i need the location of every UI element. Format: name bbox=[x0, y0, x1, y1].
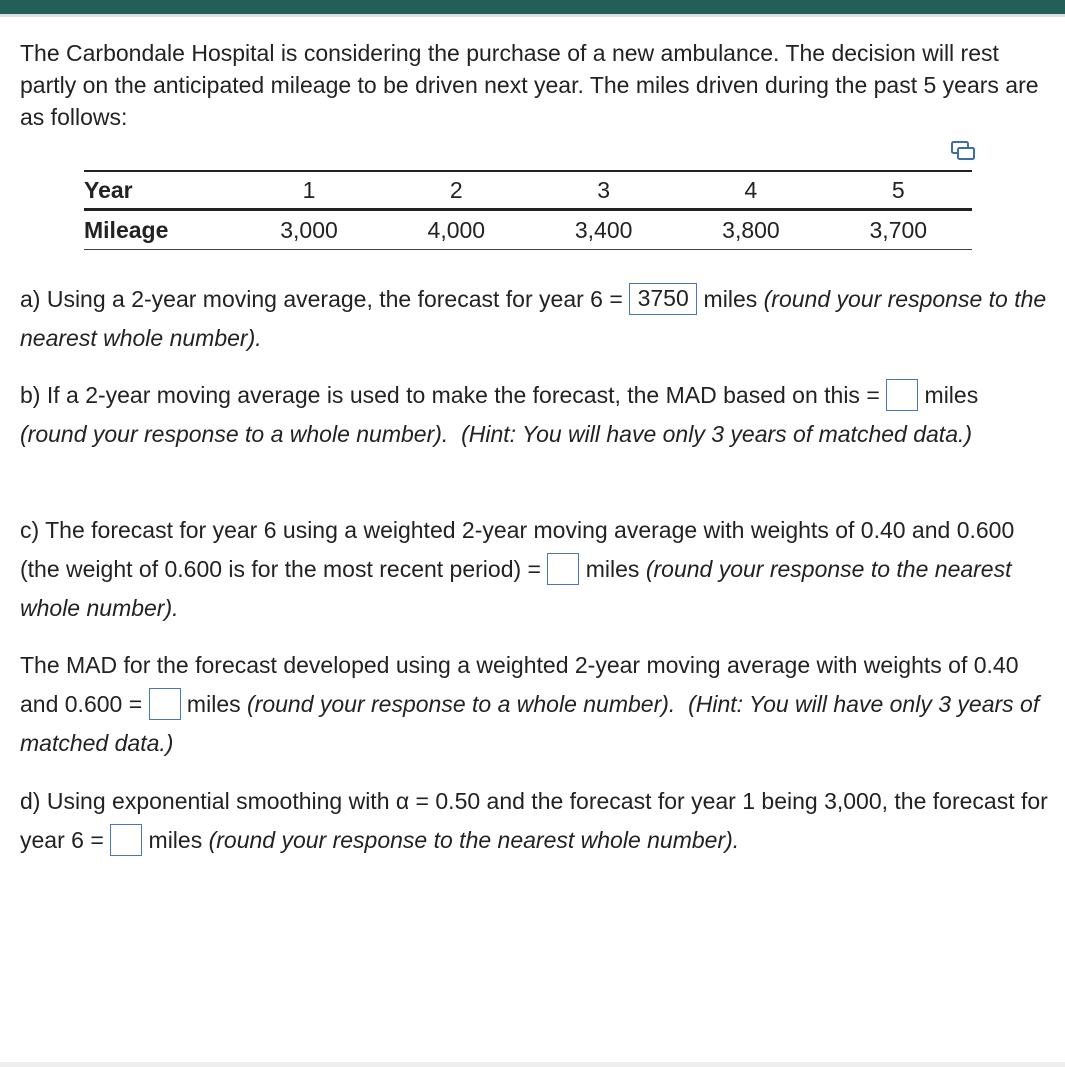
question-c-note: (round your response to the nearest whole number). bbox=[20, 556, 1012, 621]
question-mad-note: (round your response to a whole number). bbox=[247, 691, 676, 717]
question-b bbox=[20, 376, 1050, 454]
question-c bbox=[20, 511, 1050, 628]
row-label-mileage: Mileage bbox=[84, 210, 235, 250]
question-b-unit: miles bbox=[918, 382, 979, 408]
question-mad-text: The MAD for the forecast developed using a weighted 2-year moving average with weights of 0.40 and 0.600 = bbox=[20, 652, 1019, 717]
copy-to-clipboard-icon[interactable] bbox=[950, 140, 976, 162]
question-a-note: (round your response to the nearest whole number). bbox=[20, 286, 1047, 351]
mileage-cell: 3,700 bbox=[825, 210, 972, 250]
question-d-note: (round your response to the nearest whole number). bbox=[208, 827, 740, 853]
mileage-cell: 3,400 bbox=[530, 210, 677, 250]
table-row-year bbox=[84, 171, 972, 210]
answer-mad-input[interactable] bbox=[149, 688, 181, 720]
question-d-text: d) Using exponential smoothing with α = 0.50 and the forecast for year 1 being 3,000, the forecast for year 6 = bbox=[20, 788, 1048, 853]
answer-c-input[interactable] bbox=[547, 553, 579, 585]
question-a-text: a) Using a 2-year moving average, the forecast for year 6 = bbox=[20, 286, 623, 312]
mileage-cell: 3,800 bbox=[677, 210, 824, 250]
question-b-hint: (Hint: You will have only 3 years of matched data.) bbox=[461, 421, 973, 447]
year-cell: 5 bbox=[825, 171, 972, 210]
top-header-bar bbox=[0, 0, 1065, 14]
question-a-unit: miles bbox=[697, 286, 758, 312]
row-label-year: Year bbox=[84, 171, 235, 210]
answer-d-input[interactable] bbox=[110, 824, 142, 856]
question-mad-unit: miles bbox=[180, 691, 241, 717]
question-b-text: b) If a 2-year moving average is used to make the forecast, the MAD based on this = bbox=[20, 382, 880, 408]
year-cell: 2 bbox=[383, 171, 530, 210]
answer-b-input[interactable] bbox=[886, 379, 918, 411]
mileage-data-table bbox=[84, 170, 972, 250]
mileage-cell: 3,000 bbox=[235, 210, 382, 250]
question-c-unit: miles bbox=[579, 556, 640, 582]
question-d-unit: miles bbox=[142, 827, 203, 853]
year-cell: 1 bbox=[235, 171, 382, 210]
question-weighted-mad bbox=[20, 646, 1050, 763]
table-row-mileage bbox=[84, 210, 972, 250]
year-cell: 4 bbox=[677, 171, 824, 210]
bottom-band bbox=[0, 1062, 1065, 1067]
question-c-text: c) The forecast for year 6 using a weighted 2-year moving average with weights of 0.40 and 0.600 (the weight of 0.600 is for the most recent period) = bbox=[20, 517, 1015, 582]
year-cell: 3 bbox=[530, 171, 677, 210]
question-a bbox=[20, 280, 1050, 358]
answer-a-input[interactable]: 3750 bbox=[629, 283, 697, 315]
question-d bbox=[20, 782, 1050, 860]
question-mad-hint: (Hint: You will have only 3 years of matched data.) bbox=[20, 691, 1040, 756]
header-divider bbox=[0, 14, 1065, 17]
mileage-cell: 4,000 bbox=[383, 210, 530, 250]
problem-statement: The Carbondale Hospital is considering the purchase of a new ambulance. The decision will rest partly on the anticipated mileage to be driven next year. The miles driven during the past 5 years are as follows: bbox=[20, 40, 1039, 130]
question-b-note: (round your response to a whole number). bbox=[20, 421, 449, 447]
